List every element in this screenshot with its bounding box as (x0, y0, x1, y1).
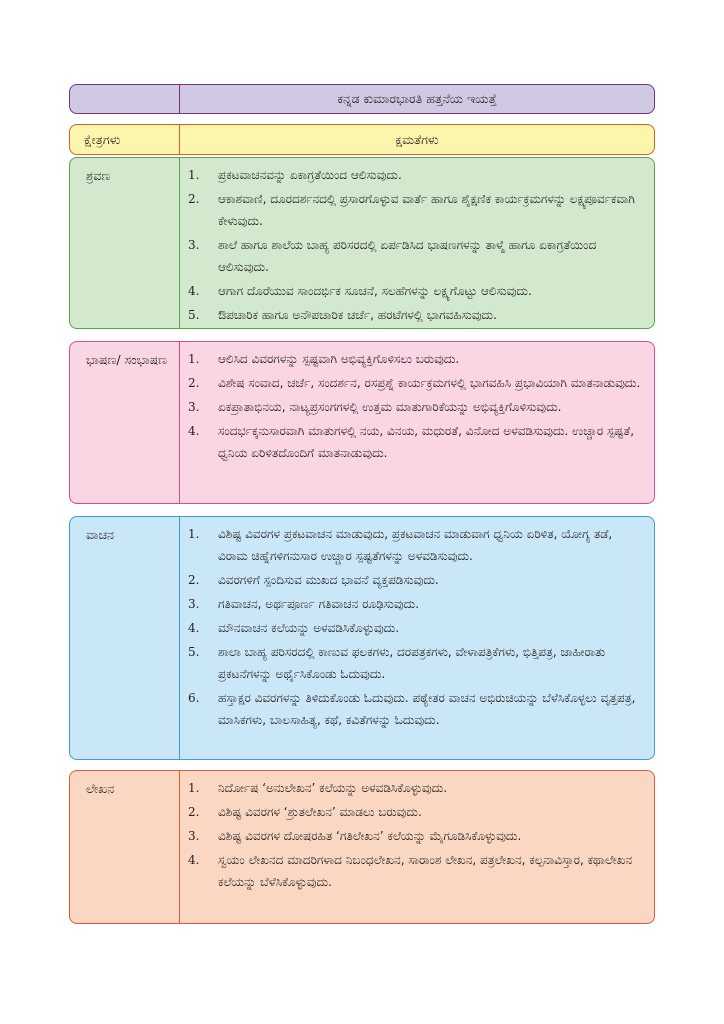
item-text: ಏಕಪ್ರಾತಾಭಿನಯ, ನಾಟ್ಯಪ್ರಸಂಗಗಳಲ್ಲಿ ಉತ್ತಮ ಮಾತುಗಾರಿಕೆಯನ್ನು ಅಭಿವ್ಯಕ್ತಿಗೊಳಿಸುವುದು. (218, 400, 562, 414)
list-item (188, 164, 644, 186)
list-item (188, 234, 644, 278)
page-title: ಕನ್ನಡ ಕುಮಾರಭಾರತಿ ಹತ್ತನೆಯ ಇಯತ್ತೆ (337, 91, 497, 106)
item-text: ವಿಶೇಷ ಸಂವಾದ, ಚರ್ಚೆ, ಸಂದರ್ಶನ, ರಸಪ್ರಶ್ನೆ ಕಾರ್ಯಕ್ರಮಗಳಲ್ಲಿ ಭಾಗವಹಿಸಿ ಪ್ರಭಾವಿಯಾಗಿ ಮಾತನಾಡುವುದು. (218, 376, 641, 390)
item-number: 4. (188, 853, 200, 867)
item-number: 3. (188, 597, 200, 611)
item-text: ವಿಶಿಷ್ಟ ವಿವರಗಳ ‘ಶ್ರುತಲೇಖನ’ ಮಾಡಲು ಬರುವುದು. (218, 805, 422, 819)
header-row (69, 124, 655, 155)
section-reading (69, 516, 655, 760)
item-text: ವಿವರಗಳಿಗೆ ಸ್ಪಂದಿಸುವ ಮುಖದ ಭಾವನೆ ವ್ಯಕ್ತಪಡಿಸುವುದು. (218, 573, 439, 587)
item-text: ಸ್ವಯಂ ಲೇಖನದ ಮಾದರಿಗಳಾದ ನಿಬಂಧಲೇಖನ, ಸಾರಾಂಶ ಲೇಖನ, ಪತ್ರಲೇಖನ, ಕಲ್ಪನಾವಿಸ್ತಾರ, ಕಥಾಲೇಖನ ಕಲೆಯನ್ನು ಬೆಳೆಸಿಕೊಳ್ಳುವುದು. (218, 853, 633, 889)
item-number: 1. (188, 352, 200, 366)
list-item (188, 777, 644, 799)
section-speaking (69, 341, 655, 504)
item-text: ಹಸ್ತಾಕ್ಷರ ವಿವರಗಳನ್ನು ತಿಳಿದುಕೊಂಡು ಓದುವುದು. ಪಠ್ಯೇತರ ವಾಚನ ಅಭಿರುಚಿಯನ್ನು ಬೆಳೆಸಿಕೊಳ್ಳಲು ವೃತ್ತಪತ್ರ, ಮಾಸಿಕಗಳು, ಬಾಲಸಾಹಿತ್ಯ, ಕಥೆ, ಕವಿತೆಗಳನ್ನು ಓದುವುದು. (218, 691, 636, 727)
item-number: 5. (188, 645, 200, 659)
item-number: 3. (188, 829, 200, 843)
item-text: ಪ್ರಕಟವಾಚನವನ್ನು ಏಕಾಗ್ರತೆಯಿಂದ ಆಲಿಸುವುದು. (218, 168, 402, 182)
skills-list (188, 164, 644, 328)
column-divider (179, 342, 180, 503)
section-area-label: ವಾಚನ (86, 527, 114, 542)
item-number: 2. (188, 192, 200, 206)
item-number: 1. (188, 168, 200, 182)
item-number: 1. (188, 527, 200, 541)
section-listening (69, 157, 655, 329)
list-item (188, 687, 644, 731)
item-text: ಶಾಲೆ ಹಾಗೂ ಶಾಲೆಯ ಬಾಹ್ಯ ಪರಿಸರದಲ್ಲಿ ಏರ್ಪಡಿಸಿದ ಭಾಷಣಗಳನ್ನು ತಾಳ್ಮೆ ಹಾಗೂ ಏಕಾಗ್ರತೆಯಿಂದ ಆಲಿಸುವುದು. (218, 238, 597, 274)
item-number: 6. (188, 691, 200, 705)
skills-list (188, 348, 644, 466)
item-text: ಆಗಾಗ ದೊರೆಯುವ ಸಾಂದರ್ಭಿಕ ಸೂಚನೆ, ಸಲಹೆಗಳನ್ನು ಲಕ್ಷ್ಯಗೊಟ್ಟು ಆಲಿಸುವುದು. (218, 284, 532, 298)
item-number: 5. (188, 308, 200, 322)
item-text: ಆಕಾಶವಾಣಿ, ದೂರದರ್ಶನದಲ್ಲಿ ಪ್ರಸಾರಗೊಳ್ಳುವ ವಾರ್ತೆ ಹಾಗೂ ಶೈಕ್ಷಣಿಕ ಕಾರ್ಯಕ್ರಮಗಳನ್ನು ಲಕ್ಷ್ಯಪೂರ್ವಕವಾಗಿ ಕೇಳುವುದು. (218, 192, 635, 228)
list-item (188, 617, 644, 639)
list-item (188, 641, 644, 685)
list-item (188, 569, 644, 591)
list-item (188, 825, 644, 847)
item-text: ಔಪಚಾರಿಕ ಹಾಗೂ ಅನೌಪಚಾರಿಕ ಚರ್ಚೆ, ಹರಟೆಗಳಲ್ಲಿ ಭಾಗವಹಿಸುವುದು. (218, 308, 497, 322)
section-area-label: ಭಾಷಣ/ ಸಂಭಾಷಣ (86, 352, 167, 367)
column-divider (179, 158, 180, 328)
list-item (188, 801, 644, 823)
item-text: ಸಂದರ್ಭಕ್ಕನುಸಾರವಾಗಿ ಮಾತುಗಳಲ್ಲಿ ನಯ, ವಿನಯ, ಮಧುರತೆ, ವಿನೋದ ಅಳವಡಿಸುವುದು. ಉಚ್ಚಾರ ಸ್ಪಷ್ಟತೆ, ಧ್ವನಿಯ ಏರಿಳಿತದೊಂದಿಗೆ ಮಾತನಾಡುವುದು. (218, 424, 635, 460)
column-divider (179, 517, 180, 759)
item-number: 1. (188, 781, 200, 795)
list-item (188, 420, 644, 464)
skills-list (188, 777, 644, 895)
item-number: 4. (188, 284, 200, 298)
list-item (188, 188, 644, 232)
section-area-label: ಶ್ರವಣ (86, 168, 111, 183)
item-number: 2. (188, 805, 200, 819)
skills-list (188, 523, 644, 733)
section-writing (69, 770, 655, 924)
item-number: 3. (188, 238, 200, 252)
list-item (188, 396, 644, 418)
item-number: 3. (188, 400, 200, 414)
list-item (188, 280, 644, 302)
item-text: ಮೌನವಾಚನ ಕಲೆಯನ್ನು ಅಳವಡಿಸಿಕೊಳ್ಳುವುದು. (218, 621, 400, 635)
section-area-label: ಲೇಖನ (86, 781, 115, 796)
item-text: ಆಲಿಸಿದ ವಿವರಗಳನ್ನು ಸ್ಪಷ್ಟವಾಗಿ ಅಭಿವ್ಯಕ್ತಿಗೊಳಿಸಲು ಬರುವುದು. (218, 352, 460, 366)
list-item (188, 523, 644, 567)
list-item (188, 304, 644, 326)
list-item (188, 348, 644, 370)
item-text: ಶಾಲಾ ಬಾಹ್ಯ ಪರಿಸರದಲ್ಲಿ ಕಾಣುವ ಫಲಕಗಳು, ದರಪತ್ರಕಗಳು, ವೇಳಾಪತ್ರಿಕೆಗಳು, ಭಿತ್ತಿಪತ್ರ, ಜಾಹೀರಾತು ಪ್ರಕಟನೆಗಳನ್ನು ಅರ್ಥೈಸಿಕೊಂಡು ಓದುವುದು. (218, 645, 606, 681)
item-text: ವಿಶಿಷ್ಟ ವಿವರಗಳ ದೋಷರಹಿತ ‘ಗತಿಲೇಖನ’ ಕಲೆಯನ್ನು ಮೈಗೂಡಿಸಿಕೊಳ್ಳುವುದು. (218, 829, 522, 843)
item-number: 2. (188, 376, 200, 390)
list-item (188, 849, 644, 893)
column-divider (179, 771, 180, 923)
list-item (188, 593, 644, 615)
item-text: ಗತಿವಾಚನ, ಅರ್ಥಪೂರ್ಣ ಗತಿವಾಚನ ರೂಢಿಸುವುದು. (218, 597, 420, 611)
area-column-header: ಕ್ಷೇತ್ರಗಳು (84, 132, 121, 147)
list-item (188, 372, 644, 394)
skills-column-header: ಕ್ಷಮತೆಗಳು (395, 132, 439, 147)
item-number: 4. (188, 621, 200, 635)
title-row (69, 84, 655, 114)
item-text: ನಿರ್ದೋಷ ‘ಅನುಲೇಖನ’ ಕಲೆಯನ್ನು ಅಳವಡಿಸಿಕೊಳ್ಳುವುದು. (218, 781, 448, 795)
item-number: 2. (188, 573, 200, 587)
item-text: ವಿಶಿಷ್ಟ ವಿವರಗಳ ಪ್ರಕಟವಾಚನ ಮಾಡುವುದು, ಪ್ರಕಟವಾಚನ ಮಾಡುವಾಗ ಧ್ವನಿಯ ಏರಿಳಿತ, ಯೋಗ್ಯ ತಡೆ, ವಿರಾಮ ಚಿಹ್ನೆಗಳಿಗನುಸಾರ ಉಚ್ಚಾರ ಸ್ಪಷ್ಟತೆಗಳನ್ನು ಅಳವಡಿಸುವುದು. (218, 527, 613, 563)
item-number: 4. (188, 424, 200, 438)
